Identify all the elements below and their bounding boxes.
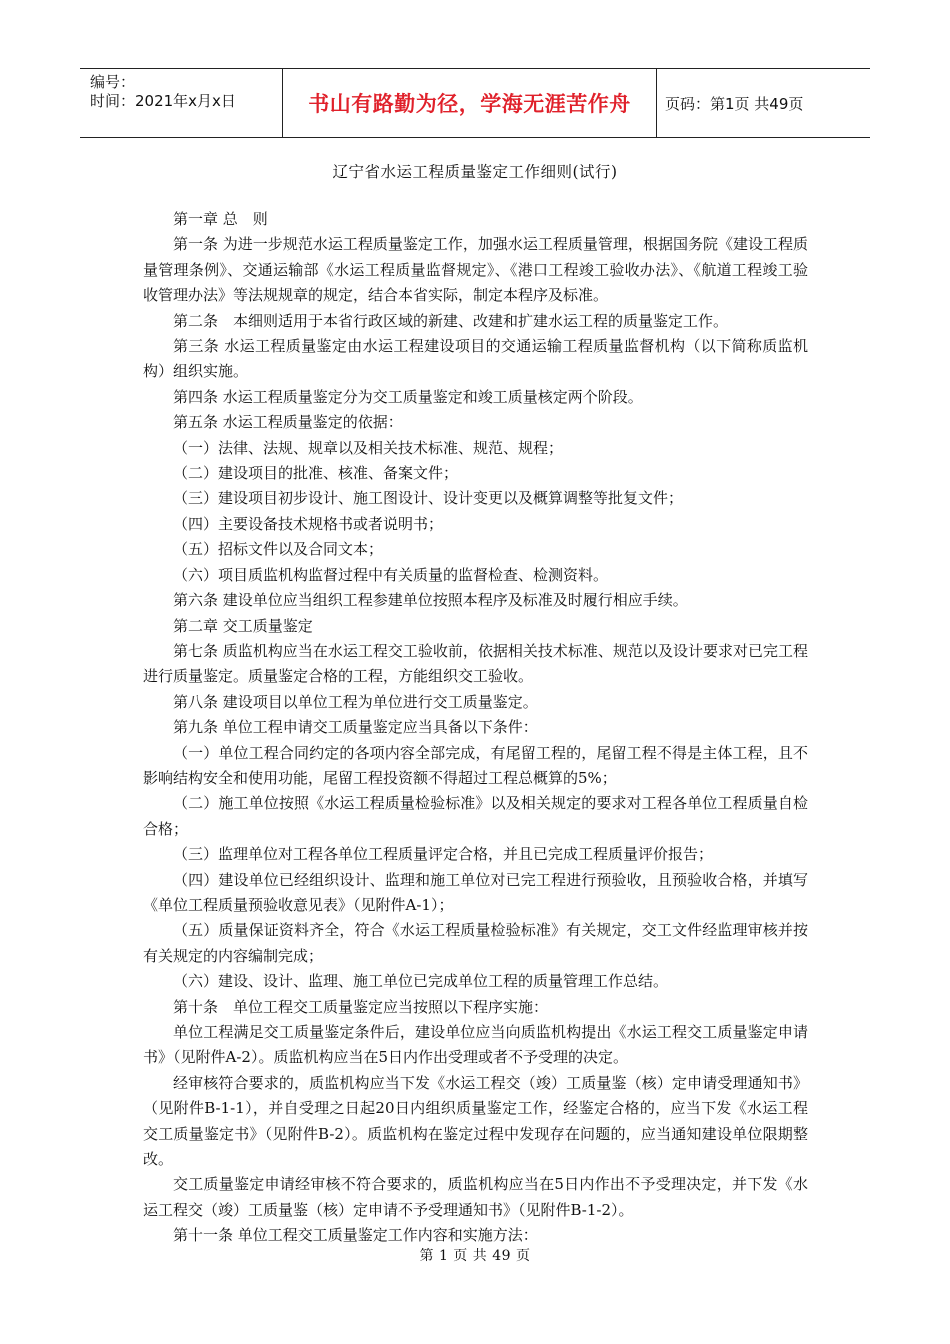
page-header [80,68,870,138]
body-paragraph: （四）主要设备技术规格书或者说明书； [173,514,444,533]
document-date-label: 时间：2021年x月x日 [90,92,236,110]
body-paragraph: 第六条 建设单位应当组织工程参建单位按照本程序及标准及时履行相应手续。 [173,591,688,610]
header-meta-cell [80,69,283,137]
body-paragraph: （二）建设项目的批准、核准、备案文件； [173,464,459,483]
document-number-label: 编号： [90,73,136,91]
body-paragraph: （五）质量保证资料齐全，符合《水运工程质量检验标准》有关规定，交工文件经监理审核并按有关规定的内容编制完成； [143,921,808,965]
body-paragraph: 经审核符合要求的，质监机构应当下发《水运工程交（竣）工质量鉴（核）定申请受理通知书》（见附件B-1-1），并自受理之日起20日内组织质量鉴定工作，经鉴定合格的，应当下发《水运工程交工质量鉴定书》（见附件B-2）。质监机构在鉴定过程中发现存在问题的，应当通知建设单位限期整改。 [143,1073,808,1169]
body-paragraph: （四）建设单位已经组织设计、监理和施工单位对已完工程进行预验收，且预验收合格，并填写《单位工程质量预验收意见表》（见附件A-1）； [143,870,808,914]
header-page-info: 页码：第1页 共49页 [665,94,804,113]
body-paragraph: 第八条 建设项目以单位工程为单位进行交工质量鉴定。 [173,692,538,711]
body-paragraph: 第九条 单位工程申请交工质量鉴定应当具备以下条件： [173,718,538,737]
body-paragraph: 第十条 单位工程交工质量鉴定应当按照以下程序实施： [173,997,549,1016]
body-paragraph: 第七条 质监机构应当在水运工程交工验收前，依据相关技术标准、规范以及设计要求对已完工程进行质量鉴定。质量鉴定合格的工程，方能组织交工验收。 [143,641,808,686]
body-paragraph: 单位工程满足交工质量鉴定条件后，建设单位应当向质监机构提出《水运工程交工质量鉴定申请书》（见附件A-2）。质监机构应当在5日内作出受理或者不予受理的决定。 [143,1023,808,1067]
body-paragraph: （一）法律、法规、规章以及相关技术标准、规范、规程； [173,438,564,457]
body-paragraph: 第四条 水运工程质量鉴定分为交工质量鉴定和竣工质量核定两个阶段。 [173,387,643,406]
body-paragraph: （六）建设、设计、监理、施工单位已完成单位工程的质量管理工作总结。 [173,972,669,991]
body-paragraph: （三）监理单位对工程各单位工程质量评定合格，并且已完成工程质量评价报告； [173,845,714,864]
body-paragraph: （一）单位工程合同约定的各项内容全部完成，有尾留工程的，尾留工程不得是主体工程，且不影响结构安全和使用功能，尾留工程投资额不得超过工程总概算的5%； [143,743,808,787]
body-paragraph: （二）施工单位按照《水运工程质量检验标准》以及相关规定的要求对工程各单位工程质量自检合格； [143,794,808,838]
body-paragraph: 第五条 水运工程质量鉴定的依据： [173,413,403,432]
body-paragraph: 第三条 水运工程质量鉴定由水运工程建设项目的交通运输工程质量监督机构（以下简称质监机构）组织实施。 [143,337,808,381]
body-paragraph: （六）项目质监机构监督过程中有关质量的监督检查、检测资料。 [173,565,609,584]
body-paragraph: 第一章 总 则 [173,210,268,228]
body-paragraph: （五）招标文件以及合同文本； [173,540,384,559]
body-paragraph: 交工质量鉴定申请经审核不符合要求的，质监机构应当在5日内作出不予受理决定，并下发《水运工程交（竣）工质量鉴（核）定申请不予受理通知书》（见附件B-1-2）。 [143,1175,808,1219]
body-paragraph: 第二章 交工质量鉴定 [173,616,313,635]
document-body [143,207,808,1249]
body-paragraph: 第一条 为进一步规范水运工程质量鉴定工作，加强水运工程质量管理，根据国务院《建设工程质量管理条例》、交通运输部《水运工程质量监督规定》、《港口工程竣工验收办法》、《航道工程竣工验收管理办法》等法规规章的规定，结合本省实际，制定本程序及标准。 [143,235,808,305]
header-motto: 书山有路勤为径，学海无涯苦作舟 [283,69,657,137]
body-paragraph: 第二条 本细则适用于本省行政区域的新建、改建和扩建水运工程的质量鉴定工作。 [173,311,729,330]
body-paragraph: 第十一条 单位工程交工质量鉴定工作内容和实施方法： [173,1226,538,1245]
page-footer: 第 1 页 共 49 页 [419,1248,531,1264]
body-paragraph: （三）建设项目初步设计、施工图设计、设计变更以及概算调整等批复文件； [173,489,684,508]
document-title: 辽宁省水运工程质量鉴定工作细则(试行) [332,163,618,181]
